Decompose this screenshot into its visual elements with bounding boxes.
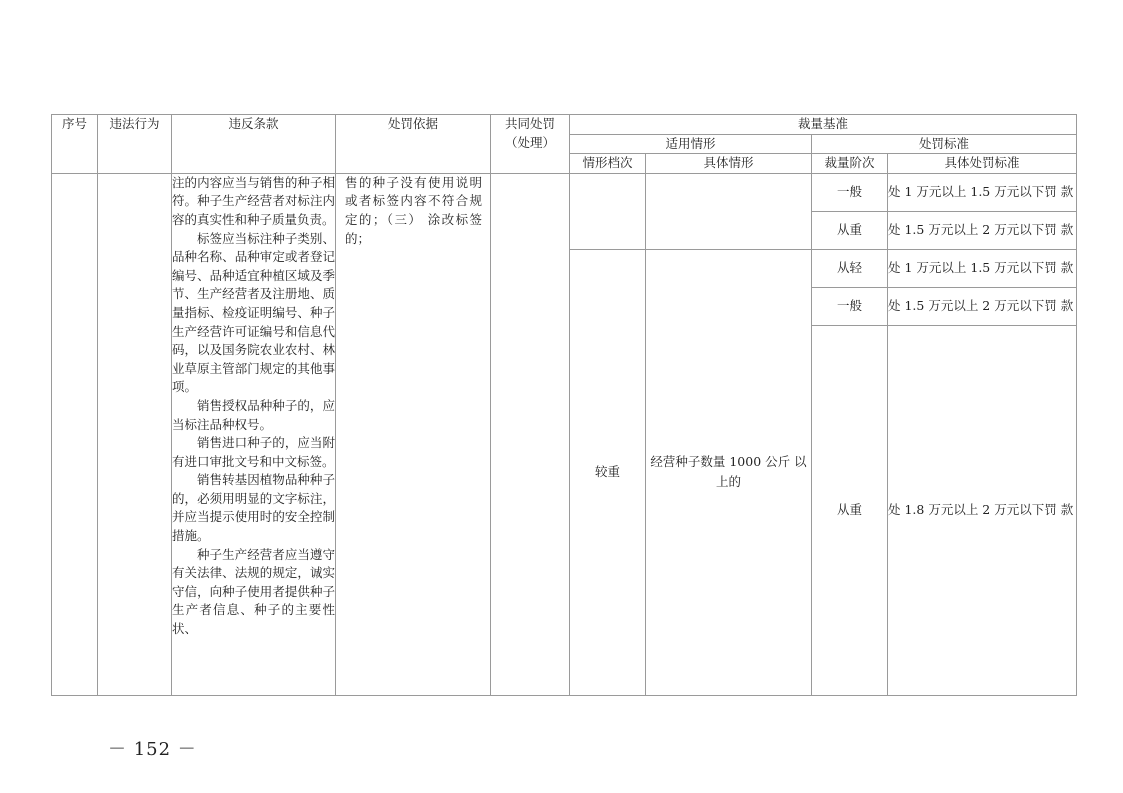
cell-standard: 处 1 万元以上 1.5 万元以下罚 款 bbox=[888, 173, 1077, 211]
article-paragraph: 销售进口种子的，应当附有进口审批文号和中文标签。 bbox=[172, 435, 335, 469]
cell-level: 较重 bbox=[570, 249, 646, 695]
page-number: － 152 － bbox=[108, 739, 197, 760]
cell-standard: 处 1.5 万元以上 2 万元以下罚 款 bbox=[888, 287, 1077, 325]
cell-common bbox=[491, 173, 570, 695]
cell-index bbox=[52, 173, 98, 695]
cell-article bbox=[172, 173, 336, 695]
cell-standard: 处 1 万元以上 1.5 万元以下罚 款 bbox=[888, 249, 1077, 287]
header-article: 违反条款 bbox=[172, 115, 336, 174]
cell-stage: 一般 bbox=[812, 173, 888, 211]
cell-stage: 一般 bbox=[812, 287, 888, 325]
penalty-table bbox=[51, 114, 1077, 696]
header-situation: 适用情形 bbox=[570, 134, 812, 154]
article-paragraph: 注的内容应当与销售的种子相符。种子生产经营者对标注内容的真实性和种子质量负责。 bbox=[172, 174, 335, 227]
cell-behavior bbox=[98, 173, 172, 695]
header-discretion: 裁量基准 bbox=[570, 115, 1077, 135]
cell-detail bbox=[646, 173, 812, 249]
header-common-penalty: 共同处罚（处理） bbox=[491, 115, 570, 174]
article-paragraph: 标签应当标注种子类别、品种名称、品种审定或者登记编号、品种适宜种植区域及季节、生产经营者及注册地、质量指标、检疫证明编号、种子生产经营许可证编号和信息代码，以及国务院农业农村、林业草原主管部门规定的其他事项。 bbox=[172, 230, 335, 395]
cell-stage: 从重 bbox=[812, 325, 888, 695]
header-index: 序号 bbox=[52, 115, 98, 174]
cell-standard: 处 1.5 万元以上 2 万元以下罚 款 bbox=[888, 211, 1077, 249]
cell-stage: 从重 bbox=[812, 211, 888, 249]
cell-level bbox=[570, 173, 646, 249]
header-basis: 处罚依据 bbox=[336, 115, 491, 174]
cell-stage: 从轻 bbox=[812, 249, 888, 287]
article-paragraph: 种子生产经营者应当遵守有关法律、法规的规定，诚实守信，向种子使用者提供种子生产者信息、种子的主要性状、 bbox=[172, 546, 335, 637]
header-penalty-standard: 处罚标准 bbox=[812, 134, 1077, 154]
header-detail: 具体情形 bbox=[646, 154, 812, 174]
header-stage: 裁量阶次 bbox=[812, 154, 888, 174]
header-detail-standard: 具体处罚标准 bbox=[888, 154, 1077, 174]
cell-detail: 经营种子数量 1000 公斤 以上的 bbox=[646, 249, 812, 695]
header-level: 情形档次 bbox=[570, 154, 646, 174]
cell-basis: 售的种子没有使用说明或者标签内容不符合规定的；（三） 涂改标签 的； bbox=[336, 173, 491, 695]
article-paragraph: 销售转基因植物品种种子的，必须用明显的文字标注，并应当提示使用时的安全控制措施。 bbox=[172, 472, 335, 544]
article-paragraph: 销售授权品种种子的，应当标注品种权号。 bbox=[172, 397, 335, 432]
cell-standard: 处 1.8 万元以上 2 万元以下罚 款 bbox=[888, 325, 1077, 695]
header-behavior: 违法行为 bbox=[98, 115, 172, 174]
